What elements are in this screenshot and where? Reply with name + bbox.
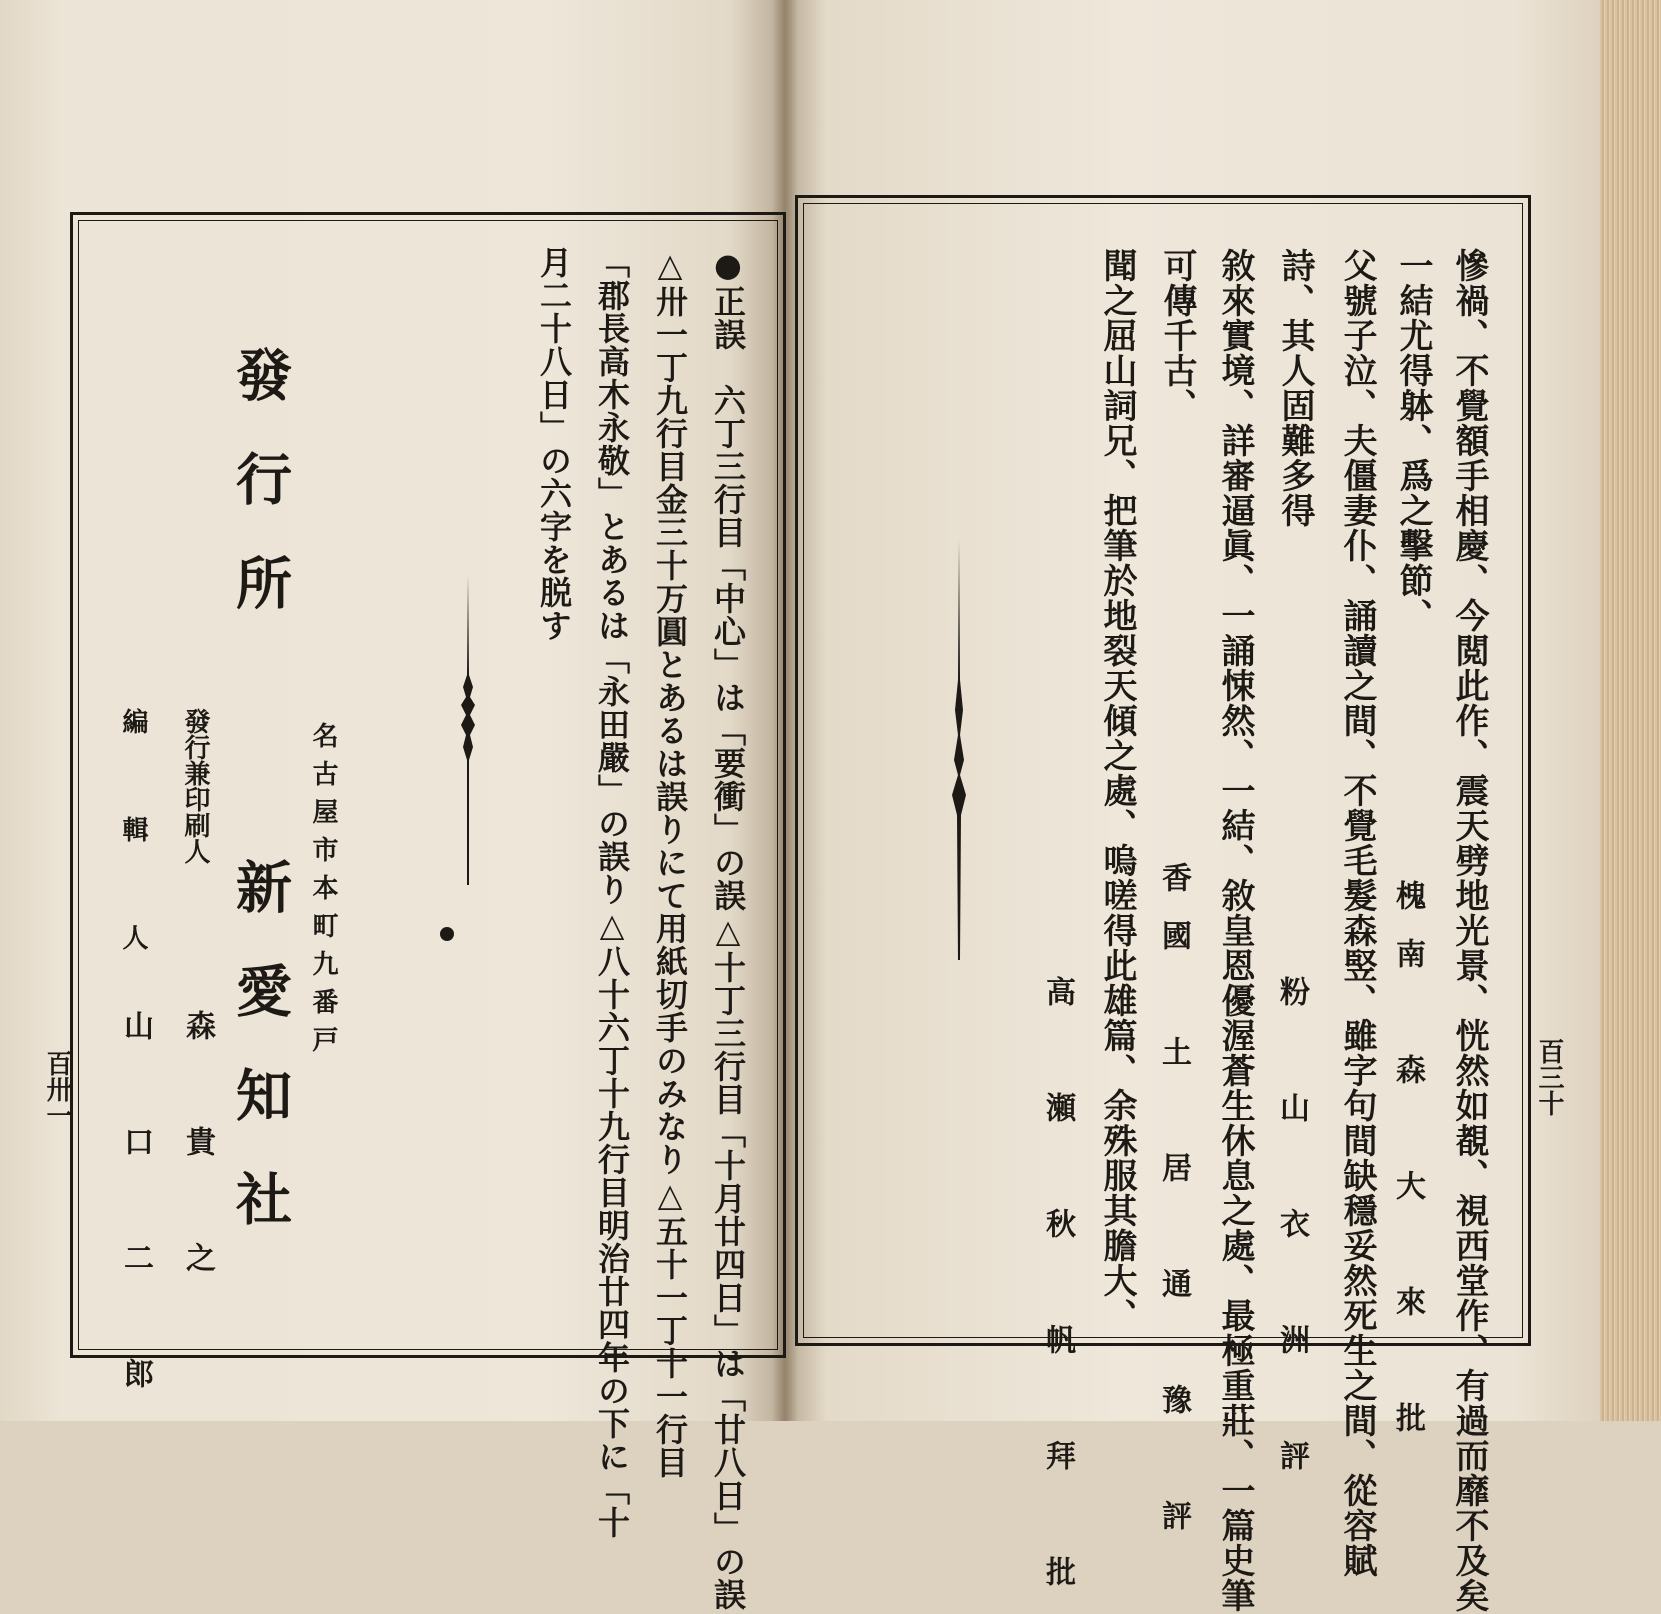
body-line-5: 敘來實境、詳審逼眞、一誦悚然、一結、敘皇恩優渥蒼生休息之處、最極重莊、一篇史筆 bbox=[1215, 248, 1255, 1613]
right-page-number: 百三十 bbox=[1534, 1038, 1564, 1116]
left-page-number: 百卅一 bbox=[42, 1050, 72, 1128]
editor-label: 編 輯 人 bbox=[118, 708, 148, 978]
body-line-2: 一結尤得躰、爲之擊節、 bbox=[1393, 248, 1433, 633]
errata-line-3: 「郡長高木永敬」とあるは「永田嚴」の誤り△八十六丁十九行目明治廿四年の下に「十 bbox=[593, 246, 631, 1539]
errata-line-2: △卅一丁九行目金三十万圓とあるは誤りにて用紙切手のみなり△五十一丁十一行目 bbox=[651, 246, 689, 1479]
printer-label: 發行兼印刷人 bbox=[180, 708, 210, 864]
printer-name: 森 貴 之 bbox=[180, 1010, 215, 1300]
editor-name: 山 口 二 郎 bbox=[118, 1010, 153, 1416]
ornamental-divider-left bbox=[452, 575, 484, 885]
publisher-address: 名古屋市本町九番戸 bbox=[308, 722, 338, 1064]
publisher-name: 新愛知社 bbox=[227, 858, 293, 1274]
errata-line-1: ●正誤 六丁三行目「中心」は「要衝」の誤△十丁三行目「十月廿四日」は「廿八日」の誤 bbox=[709, 246, 747, 1611]
body-line-1: 慘禍、不覺額手相慶、今閲此作、震天劈地光景、恍然如覩、視西堂作、有過而靡不及矣 bbox=[1449, 248, 1489, 1613]
signature-3: 香國 土 居 通 豫 評 bbox=[1156, 862, 1191, 1558]
ornamental-divider-right bbox=[944, 540, 974, 960]
bullet-dot bbox=[440, 927, 454, 941]
signature-2: 粉 山 衣 洲 評 bbox=[1274, 976, 1309, 1498]
signature-1: 槐南 森 大 來 批 bbox=[1390, 880, 1425, 1460]
page-edges bbox=[1600, 0, 1661, 1421]
body-line-4: 詩、其人固難多得 bbox=[1275, 248, 1315, 528]
body-line-6: 可傳千古、 bbox=[1157, 248, 1197, 423]
errata-line-4: 月二十八日」の六字を脱す bbox=[535, 246, 573, 642]
publisher-heading: 發行所 bbox=[227, 346, 293, 658]
body-line-3: 父號子泣、夫僵妻仆、誦讀之間、不覺毛髮森竪、雖字句間缺穩妥然死生之間、從容賦 bbox=[1337, 248, 1377, 1578]
body-line-7: 聞之屈山詞兄、把筆於地裂天傾之處、嗚嗟得此雄篇、余殊服其膽大、 bbox=[1097, 248, 1137, 1333]
signature-4: 高 瀬 秋 帆 拜 批 bbox=[1040, 976, 1075, 1614]
